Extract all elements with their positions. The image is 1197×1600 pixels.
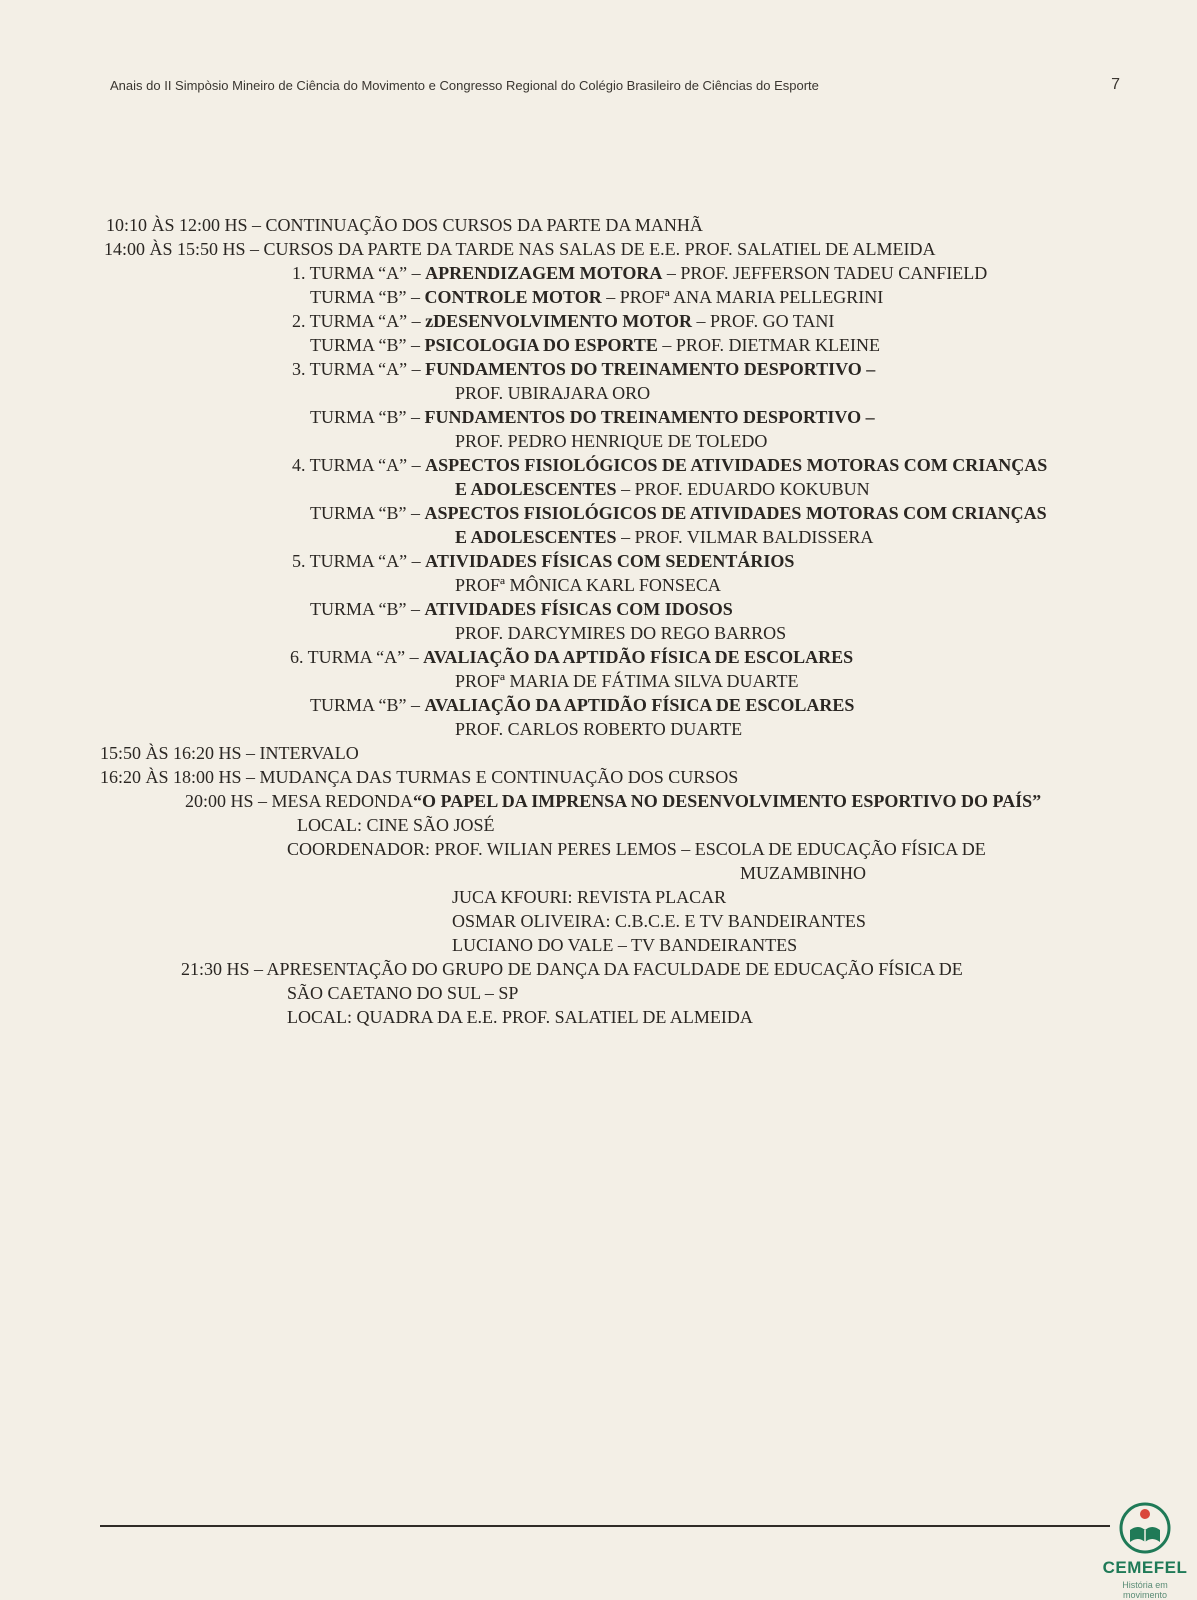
class-label: 2. TURMA “A” – — [292, 311, 421, 331]
class-label: TURMA “B” – — [310, 695, 420, 715]
course-title: ASPECTOS FISIOLÓGICOS DE ATIVIDADES MOTORAS COM CRIANÇAS — [424, 503, 1047, 523]
course-line — [292, 262, 987, 284]
course-title: zDESENVOLVIMENTO MOTOR — [425, 311, 693, 331]
course-line — [310, 286, 883, 308]
event-location: LOCAL: CINE SÃO JOSÉ — [297, 815, 495, 835]
schedule-line: 10:10 ÀS 12:00 HS – CONTINUAÇÃO DOS CURSOS DA PARTE DA MANHÃ — [106, 215, 703, 235]
course-line — [292, 310, 834, 332]
schedule-line — [185, 790, 1041, 812]
course-line — [310, 598, 733, 620]
schedule-line: 16:20 ÀS 18:00 HS – MUDANÇA DAS TURMAS E CONTINUAÇÃO DOS CURSOS — [100, 767, 739, 787]
logo-tagline: História em movimento — [1122, 1580, 1168, 1600]
event-location: LOCAL: QUADRA DA E.E. PROF. SALATIEL DE ALMEIDA — [287, 1007, 753, 1027]
course-line — [455, 478, 870, 500]
schedule-line: 14:00 ÀS 15:50 HS – CURSOS DA PARTE DA TARDE NAS SALAS DE E.E. PROF. SALATIEL DE ALMEIDA — [104, 239, 936, 259]
course-title: AVALIAÇÃO DA APTIDÃO FÍSICA DE ESCOLARES — [423, 647, 854, 667]
course-teacher: – PROFª ANA MARIA PELLEGRINI — [601, 287, 884, 307]
course-title: PSICOLOGIA DO ESPORTE — [424, 335, 658, 355]
course-line — [292, 550, 794, 572]
class-label: 4. TURMA “A” – — [292, 455, 421, 475]
event-time: 20:00 HS – MESA REDONDA — [185, 791, 414, 811]
course-teacher: PROF. DARCYMIRES DO REGO BARROS — [455, 623, 787, 643]
course-title: CONTROLE MOTOR — [424, 287, 602, 307]
class-label: 1. TURMA “A” – — [292, 263, 421, 283]
event-title: “O PAPEL DA IMPRENSA NO DESENVOLVIMENTO ESPORTIVO DO PAÍS” — [413, 791, 1042, 811]
course-title: E ADOLESCENTES — [455, 479, 617, 499]
course-line — [292, 358, 875, 380]
event-coordinator-cont: MUZAMBINHO — [740, 863, 866, 883]
class-label: 5. TURMA “A” – — [292, 551, 421, 571]
course-title: FUNDAMENTOS DO TREINAMENTO DESPORTIVO – — [425, 359, 876, 379]
course-teacher: PROFª MARIA DE FÁTIMA SILVA DUARTE — [455, 671, 799, 691]
cemefel-logo — [1100, 1500, 1190, 1600]
course-title: ATIVIDADES FÍSICAS COM SEDENTÁRIOS — [425, 551, 795, 571]
class-label: TURMA “B” – — [310, 287, 420, 307]
course-line — [310, 502, 1047, 524]
panelist: LUCIANO DO VALE – TV BANDEIRANTES — [452, 935, 798, 955]
course-teacher: – PROF. JEFFERSON TADEU CANFIELD — [662, 263, 988, 283]
panelist: OSMAR OLIVEIRA: C.B.C.E. E TV BANDEIRANTES — [452, 911, 866, 931]
course-teacher: – PROF. EDUARDO KOKUBUN — [616, 479, 870, 499]
course-teacher: PROF. PEDRO HENRIQUE DE TOLEDO — [455, 431, 768, 451]
course-title: AVALIAÇÃO DA APTIDÃO FÍSICA DE ESCOLARES — [424, 695, 855, 715]
panelist: JUCA KFOURI: REVISTA PLACAR — [452, 887, 727, 907]
course-title: E ADOLESCENTES — [455, 527, 617, 547]
course-title: APRENDIZAGEM MOTORA — [425, 263, 663, 283]
class-label: TURMA “B” – — [310, 407, 420, 427]
schedule-line: 21:30 HS – APRESENTAÇÃO DO GRUPO DE DANÇA DA FACULDADE DE EDUCAÇÃO FÍSICA DE — [181, 959, 963, 979]
course-line — [290, 646, 853, 668]
event-coordinator: COORDENADOR: PROF. WILIAN PERES LEMOS – ESCOLA DE EDUCAÇÃO FÍSICA DE — [287, 839, 986, 859]
course-line — [310, 406, 875, 428]
schedule-line: 15:50 ÀS 16:20 HS – INTERVALO — [100, 743, 359, 763]
class-label: TURMA “B” – — [310, 503, 420, 523]
header-text: Anais do II Simpòsio Mineiro de Ciência do Movimento e Congresso Regional do Colégio Brasileiro de Ciências do Esporte — [110, 78, 819, 93]
course-line — [455, 526, 873, 548]
course-line — [292, 454, 1047, 476]
class-label: 6. TURMA “A” – — [290, 647, 419, 667]
course-line — [310, 334, 880, 356]
book-icon — [1118, 1500, 1172, 1556]
class-label: TURMA “B” – — [310, 335, 420, 355]
course-title: FUNDAMENTOS DO TREINAMENTO DESPORTIVO – — [424, 407, 875, 427]
course-teacher: – PROF. VILMAR BALDISSERA — [616, 527, 874, 547]
course-teacher: – PROF. GO TANI — [692, 311, 835, 331]
class-label: 3. TURMA “A” – — [292, 359, 421, 379]
course-teacher: PROF. CARLOS ROBERTO DUARTE — [455, 719, 743, 739]
course-title: ATIVIDADES FÍSICAS COM IDOSOS — [424, 599, 733, 619]
page-number: 7 — [1111, 76, 1120, 93]
bottom-rule — [100, 1525, 1110, 1527]
course-teacher: PROF. UBIRAJARA ORO — [455, 383, 651, 403]
course-teacher: – PROF. DIETMAR KLEINE — [657, 335, 880, 355]
page-header — [110, 78, 1120, 93]
course-line — [310, 694, 854, 716]
course-title: ASPECTOS FISIOLÓGICOS DE ATIVIDADES MOTORAS COM CRIANÇAS — [425, 455, 1048, 475]
course-teacher: PROFª MÔNICA KARL FONSECA — [455, 575, 721, 595]
event-detail: SÃO CAETANO DO SUL – SP — [287, 983, 519, 1003]
class-label: TURMA “B” – — [310, 599, 420, 619]
logo-name: CEMEFEL — [1102, 1558, 1188, 1577]
